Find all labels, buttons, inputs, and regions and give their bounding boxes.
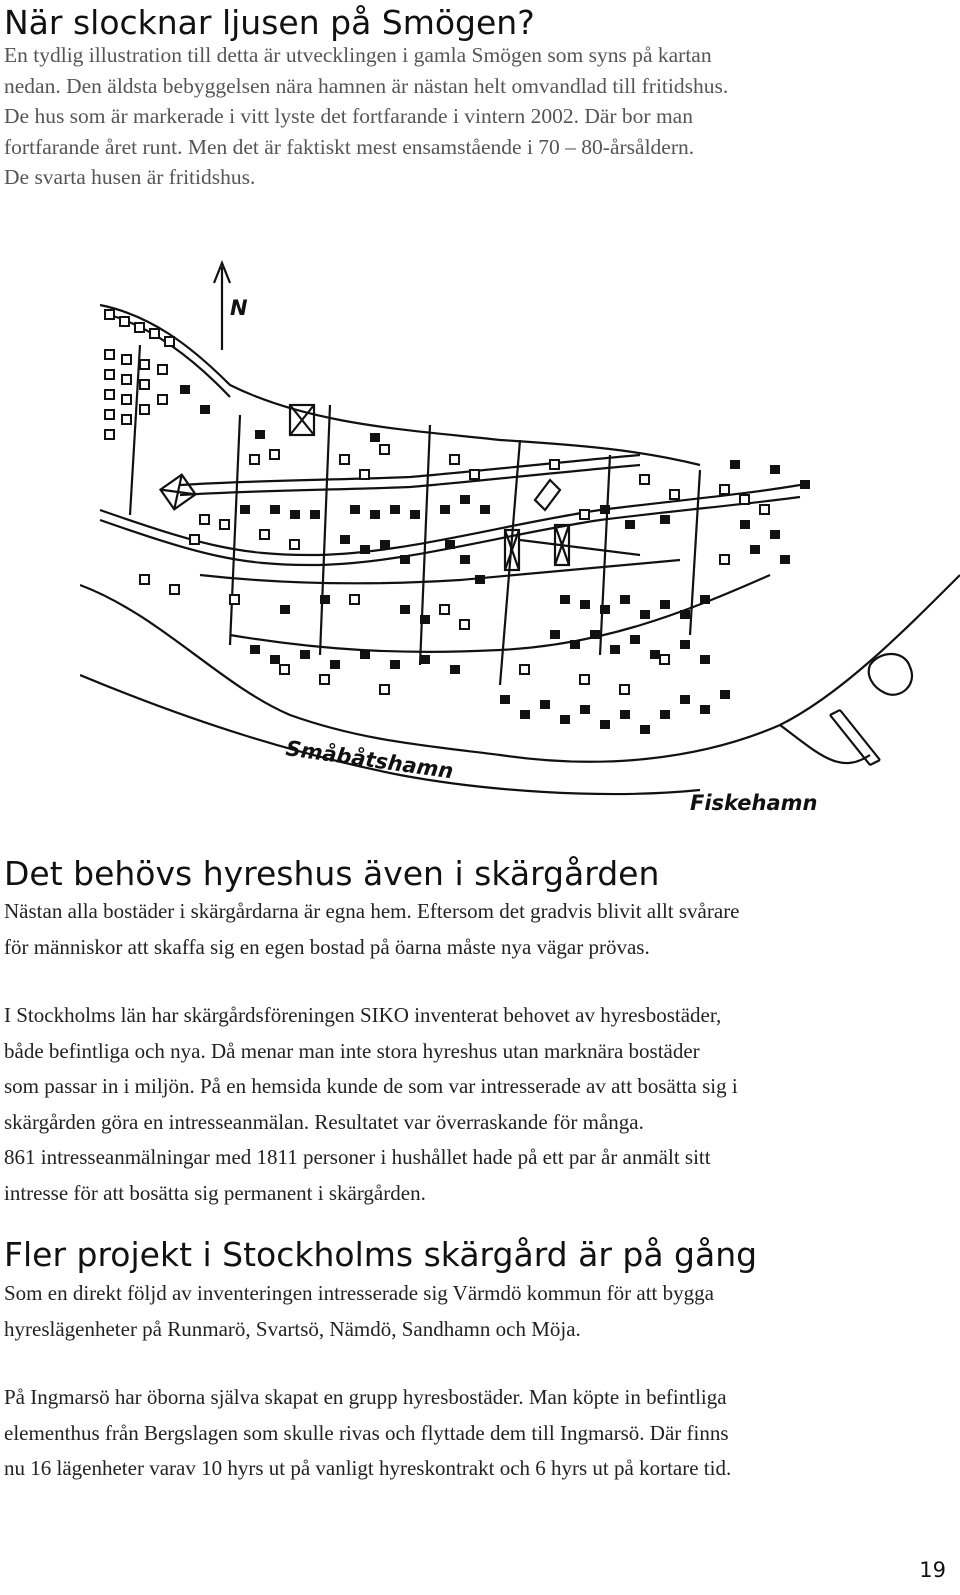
text-line: som passar in i miljön. På en hemsida kunde de som var intresserade av att bosätta sig i: [4, 1074, 738, 1098]
map-drawing: [80, 255, 960, 835]
intro-line: En tydlig illustration till detta är utvecklingen i gamla Smögen som syns på kartan: [4, 43, 712, 67]
section-heading-projekt: Fler projekt i Stockholms skärgård är på gång: [4, 1235, 758, 1274]
page-number: 19: [919, 1558, 946, 1582]
text-line: elementhus från Bergslagen som skulle rivas och flyttade dem till Ingmarsö. Där finns: [4, 1420, 729, 1445]
section3-paragraph-1: [4, 1276, 956, 1347]
map-label-fiskehamn: Fiskehamn: [690, 791, 818, 815]
text-line: både befintliga och nya. Då menar man inte stora hyreshus utan marknära bostäder: [4, 1038, 700, 1063]
text-line: skärgården göra en intresseanmälan. Resultatet var överraskande för många.: [4, 1109, 644, 1134]
text-line: Som en direkt följd av inventeringen intresserade sig Värmdö kommun för att bygga: [4, 1281, 714, 1305]
text-line: I Stockholms län har skärgårdsföreningen SIKO inventerat behovet av hyresbostäder,: [4, 1003, 722, 1027]
intro-line: De svarta husen är fritidshus.: [4, 165, 256, 189]
text-line: Nästan alla bostäder i skärgårdarna är egna hem. Eftersom det gradvis blivit allt svårare: [4, 899, 740, 923]
text-line: intresse för att bosätta sig permanent i skärgården.: [4, 1180, 426, 1205]
north-label: N: [230, 296, 248, 320]
text-line: hyreslägenheter på Runmarö, Svartsö, Nämdö, Sandhamn och Möja.: [4, 1316, 581, 1341]
intro-line: nedan. Den äldsta bebyggelsen nära hamnen är nästan helt omvandlad till fritidshus.: [4, 73, 729, 98]
section-heading-hyreshus: Det behövs hyreshus även i skärgården: [4, 854, 660, 893]
text-line: nu 16 lägenheter varav 10 hyrs ut på vanligt hyreskontrakt och 6 hyrs ut på kortare tid.: [4, 1456, 732, 1480]
section2-paragraph-1: [4, 894, 956, 965]
text-line: 861 intresseanmälningar med 1811 personer i hushållet hade på ett par år anmält sitt: [4, 1145, 711, 1169]
text-line: På Ingmarsö har öborna själva skapat en grupp hyresbostäder. Man köpte in befintliga: [4, 1385, 727, 1409]
map-label-smabatshamn: Småbåtshamn: [284, 736, 455, 784]
text-line: för människor att skaffa sig en egen bostad på öarna måste nya vägar prövas.: [4, 934, 650, 959]
intro-paragraph: [4, 40, 956, 193]
section3-paragraph-2: [4, 1380, 956, 1487]
intro-line: fortfarande året runt. Men det är faktiskt mest ensamstående i 70 – 80-årsåldern.: [4, 134, 695, 159]
page-title: När slocknar ljusen på Smögen?: [4, 3, 535, 42]
smogen-map: [80, 255, 960, 835]
section2-paragraph-2: [4, 998, 956, 1211]
intro-line: De hus som är markerade i vitt lyste det fortfarande i vintern 2002. Där bor man: [4, 104, 693, 128]
